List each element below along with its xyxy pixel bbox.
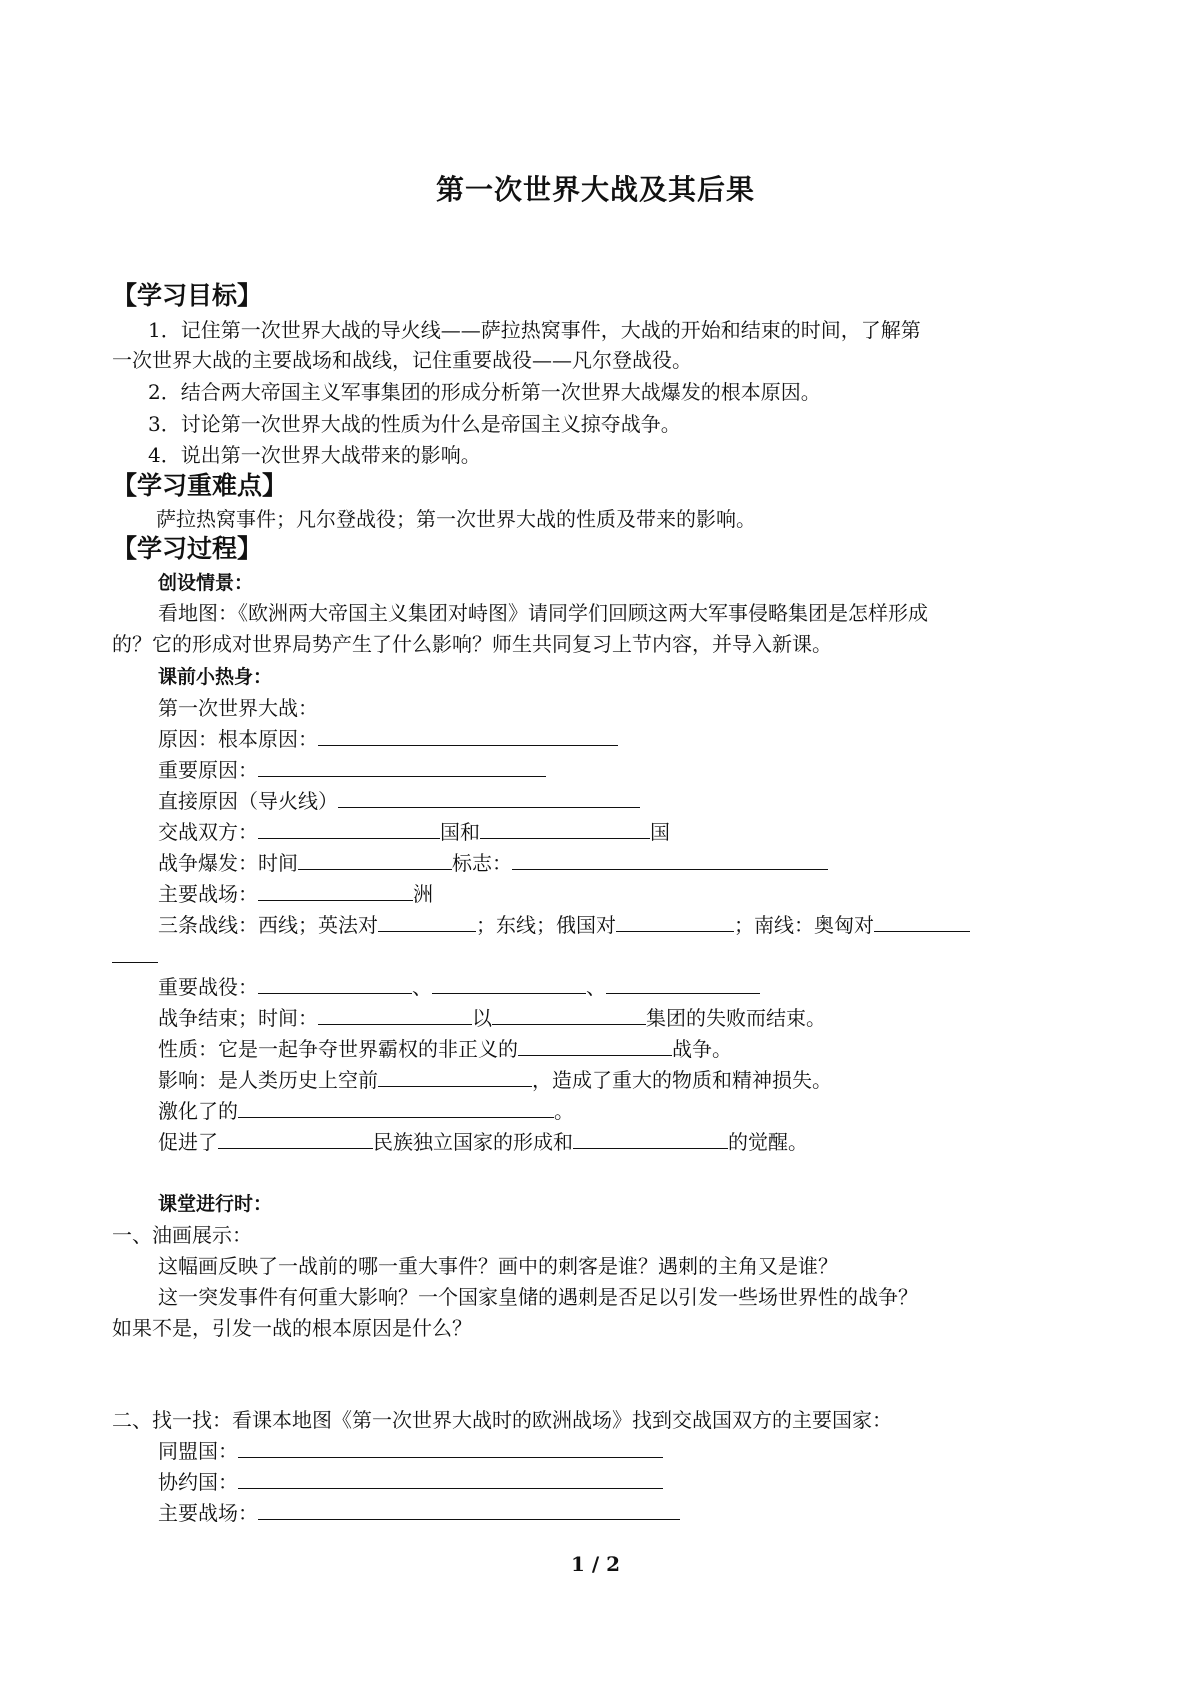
warmup-fronts-continuation [112,942,158,970]
battles-sep-1: 、 [412,975,432,999]
scenario-line-1: 看地图：《欧洲两大帝国主义集团对峙图》请同学们回顾这两大军事侵略集团是怎样形成 [158,601,928,625]
warmup-fronts-row [158,911,970,939]
outbreak-time-blank[interactable] [298,849,452,870]
south-front-blank-continued[interactable] [112,942,158,963]
promote-label: 促进了 [158,1130,218,1154]
sides-blank-1[interactable] [258,818,440,839]
end-group-blank[interactable] [492,1004,646,1025]
classroom-s1-title: 一、油画展示： [112,1223,252,1247]
nature-blank[interactable] [518,1035,672,1056]
warmup-battles-row [158,973,760,1001]
warmup-cause-row [158,725,618,753]
end-time-blank[interactable] [318,1004,472,1025]
key-points: 萨拉热窝事件；凡尔登战役；第一次世界大战的性质及带来的影响。 [156,507,756,531]
end-label: 战争结束；时间： [158,1006,318,1030]
theater-row [158,1499,680,1527]
nature-label: 性质：它是一起争夺世界霸权的非正义的 [158,1037,518,1061]
warmup-outbreak-row [158,849,828,877]
battles-label: 重要战役： [158,975,258,999]
direct-label: 直接原因（导火线） [158,789,338,813]
warmup-war: 第一次世界大战： [158,696,318,720]
theater-row-label: 主要战场： [158,1501,258,1525]
end-mid: 以 [472,1006,492,1030]
cause-label: 原因：根本原因： [158,727,318,751]
entente-row [158,1468,663,1496]
page-title: 第一次世界大战及其后果 [435,173,755,206]
classroom-s1-q1: 这幅画反映了一战前的哪一重大事件？画中的刺客是谁？遇刺的主角又是谁？ [158,1254,838,1278]
warmup-promote-row [158,1128,808,1156]
warmup-nature-row [158,1035,732,1063]
scenario-line-2: 的？它的形成对世界局势产生了什么影响？师生共同复习上节内容，并导入新课。 [112,632,832,656]
fronts-west: 三条战线：西线；英法对 [158,913,378,937]
classroom-label: 课堂进行时： [158,1193,273,1215]
battle-blank-3[interactable] [606,973,760,994]
theater-label: 主要战场： [158,882,258,906]
warmup-theater-row [158,880,433,908]
impact-label: 影响：是人类历史上空前 [158,1068,378,1092]
goal-1-line-2: 一次世界大战的主要战场和战线，记住重要战役——凡尔登战役。 [112,348,692,372]
promote-blank-2[interactable] [573,1128,728,1149]
south-front-blank[interactable] [874,911,970,932]
warmup-impact-row [158,1066,832,1094]
outbreak-sign-blank[interactable] [512,849,828,870]
sides-label: 交战双方： [158,820,258,844]
warmup-label: 课前小热身： [158,666,273,688]
sides-mid: 国和 [440,820,480,844]
sides-blank-2[interactable] [480,818,650,839]
impact-blank[interactable] [378,1066,532,1087]
fronts-south: ；南线：奥匈对 [734,913,874,937]
intensify-blank[interactable] [238,1097,554,1118]
theater-blank[interactable] [258,880,413,901]
fronts-east: ；东线；俄国对 [476,913,616,937]
sides-end: 国 [650,820,670,844]
warmup-direct-row [158,787,640,815]
battles-sep-2: 、 [586,975,606,999]
entente-blank[interactable] [238,1468,663,1489]
goal-4: 4．说出第一次世界大战带来的影响。 [148,443,481,467]
section-process-heading: 【学习过程】 [112,534,263,563]
impact-suffix: ，造成了重大的物质和精神损失。 [532,1068,832,1092]
warmup-important-row [158,756,546,784]
scenario-label: 创设情景： [158,572,254,594]
classroom-s1-q2-line-2: 如果不是，引发一战的根本原因是什么？ [112,1316,472,1340]
end-suffix: 集团的失败而结束。 [646,1006,826,1030]
intensify-label: 激化了的 [158,1099,238,1123]
outbreak-sign-label: 标志： [452,851,512,875]
section-key-heading: 【学习重难点】 [112,471,288,500]
goal-2: 2．结合两大帝国主义军事集团的形成分析第一次世界大战爆发的根本原因。 [148,380,821,404]
page-number: 1 / 2 [570,1552,621,1576]
direct-cause-blank[interactable] [338,787,640,808]
intensify-suffix: 。 [554,1099,574,1123]
east-front-blank[interactable] [616,911,734,932]
warmup-end-row [158,1004,826,1032]
outbreak-label: 战争爆发：时间 [158,851,298,875]
goal-1-line-1: 1．记住第一次世界大战的导火线——萨拉热窝事件，大战的开始和结束的时间，了解第 [148,318,921,342]
allies-row [158,1437,663,1465]
theater-suffix: 洲 [413,882,433,906]
classroom-s2-title: 二、找一找：看课本地图《第一次世界大战时的欧洲战场》找到交战国双方的主要国家： [112,1408,892,1432]
west-front-blank[interactable] [378,911,476,932]
promote-blank-1[interactable] [218,1128,373,1149]
main-theater-blank[interactable] [258,1499,680,1520]
classroom-s1-q2-line-1: 这一突发事件有何重大影响？一个国家皇储的遇刺是否足以引发一些场世界性的战争？ [158,1285,918,1309]
promote-suffix: 的觉醒。 [728,1130,808,1154]
warmup-intensify-row [158,1097,574,1125]
battle-blank-1[interactable] [258,973,412,994]
promote-mid: 民族独立国家的形成和 [373,1130,573,1154]
section-goals-heading: 【学习目标】 [112,281,263,310]
goal-3: 3．讨论第一次世界大战的性质为什么是帝国主义掠夺战争。 [148,412,681,436]
allies-label: 同盟国： [158,1439,238,1463]
entente-label: 协约国： [158,1470,238,1494]
important-label: 重要原因： [158,758,258,782]
allies-blank[interactable] [238,1437,663,1458]
warmup-sides-row [158,818,670,846]
nature-suffix: 战争。 [672,1037,732,1061]
root-cause-blank[interactable] [318,725,618,746]
important-cause-blank[interactable] [258,756,546,777]
battle-blank-2[interactable] [432,973,586,994]
